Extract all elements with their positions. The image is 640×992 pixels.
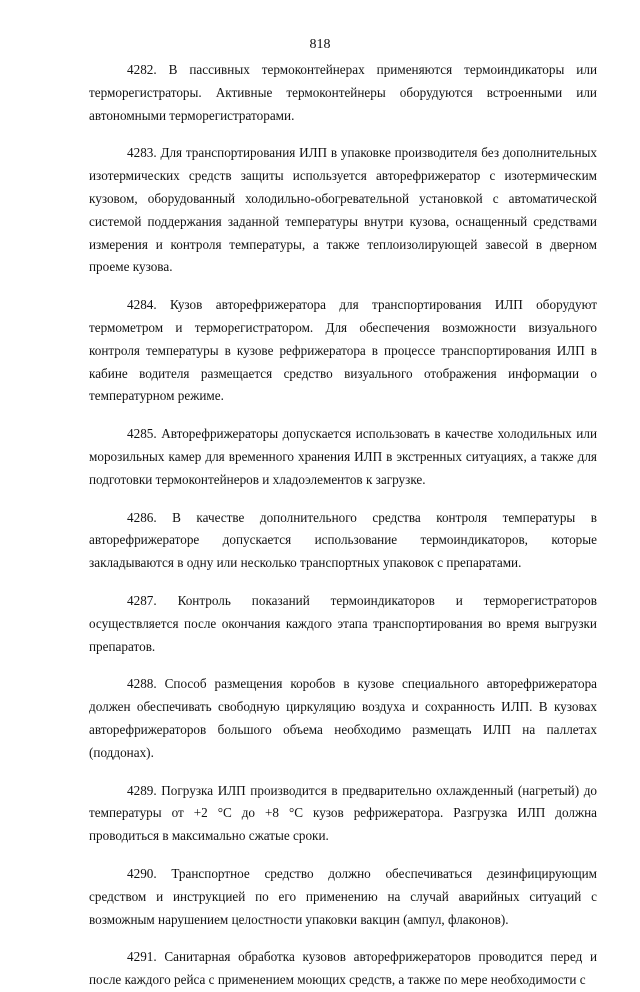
paragraph-4289 xyxy=(89,780,597,848)
paragraph-text: Кузов авторефрижератора для транспортирования ИЛП оборудуют термометром и терморегистратором. Для обеспечения возможности визуального контроля температуры в кузове рефрижератора в процессе транспортирования ИЛП в кабине водителя размещается средство визуального отображения информации о температурном режиме. xyxy=(89,297,598,404)
paragraph-number: 4284. xyxy=(127,297,157,313)
paragraph-number: 4287. xyxy=(127,592,157,608)
paragraph-number: 4283. xyxy=(127,145,157,161)
paragraph-number: 4285. xyxy=(127,426,157,442)
page-number: 818 xyxy=(309,37,331,52)
paragraph-text: Способ размещения коробов в кузове специального авторефрижератора должен обеспечивать свободную циркуляцию воздуха и сохранность ИЛП. В кузовах авторефрижераторов большого объема необходимо размещать ИЛП на паллетах (поддонах). xyxy=(89,676,598,760)
paragraph-text: Контроль показаний термоиндикаторов и терморегистраторов осуществляется после окончания каждого этапа транспортирования во время выгрузки препаратов. xyxy=(89,592,597,654)
paragraph-text: Для транспортирования ИЛП в упаковке производителя без дополнительных изотермических средств защиты используется авторефрижератор с изотермическим кузовом, оборудованный холодильно-обогревательной установкой с автоматической системой поддержания заданной температуры внутри кузова, оснащенный средствами измерения и контроля температуры, а также теплоизолирующей завесой в дверном проеме кузова. xyxy=(89,145,598,275)
paragraph-4286 xyxy=(89,507,597,575)
paragraph-text: Транспортное средство должно обеспечиваться дезинфицирующим средством и инструкцией по его применению на случай аварийных ситуаций с возможным нарушением целостности упаковки вакцин (ампул, флаконов). xyxy=(89,865,598,927)
paragraph-text: Погрузка ИЛП производится в предварительно охлажденный (нагретый) до температуры от +2 °С до +8 °С кузов рефрижератора. Разгрузка ИЛП должна проводиться в максимально сжатые сроки. xyxy=(89,782,597,844)
paragraph-4285 xyxy=(89,423,597,491)
paragraph-4291 xyxy=(89,946,597,992)
paragraph-4290 xyxy=(89,863,597,931)
paragraph-4282 xyxy=(89,59,597,127)
paragraph-number: 4291. xyxy=(127,949,157,965)
paragraph-text: Авторефрижераторы допускается использовать в качестве холодильных или морозильных камер для временного хранения ИЛП в экстренных ситуациях, а также для подготовки термоконтейнеров и хладоэлементов к загрузке. xyxy=(89,426,597,487)
paragraph-number: 4282. xyxy=(127,62,157,77)
document-body xyxy=(89,59,597,992)
paragraph-text: В качестве дополнительного средства контроля температуры в авторефрижераторе допускается использование термоиндикаторов, которые закладываются в одну или несколько транспортных упаковок с препаратами. xyxy=(89,509,597,571)
paragraph-4287 xyxy=(89,590,597,658)
paragraph-number: 4286. xyxy=(127,509,157,525)
paragraph-text: В пассивных термоконтейнерах применяются термоиндикаторы или терморегистраторы. Активные термоконтейнеры оборудуются встроенными или автономными терморегистраторами. xyxy=(89,62,597,123)
paragraph-4284 xyxy=(89,294,597,408)
paragraph-number: 4289. xyxy=(127,782,157,798)
paragraph-number: 4288. xyxy=(127,676,157,692)
paragraph-text: Санитарная обработка кузовов авторефрижераторов проводится перед и после каждого рейса с применением моющих средств, а также по мере необходимости с xyxy=(89,949,597,988)
paragraph-4283 xyxy=(89,142,597,279)
paragraph-number: 4290. xyxy=(127,865,157,881)
paragraph-4288 xyxy=(89,673,597,764)
